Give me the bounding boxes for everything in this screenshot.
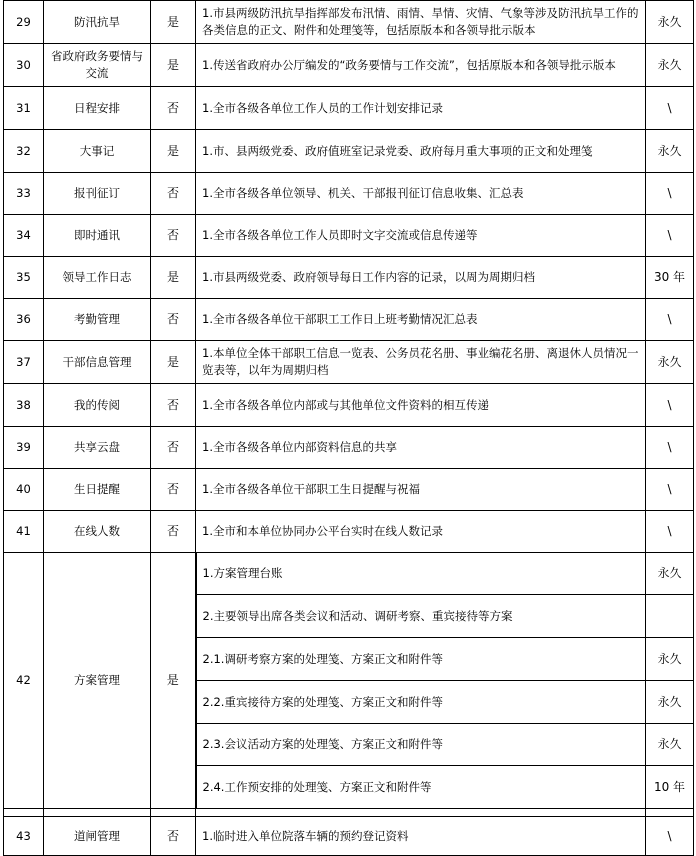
system-name: 方案管理	[44, 553, 151, 809]
system-name: 日程安排	[44, 87, 151, 130]
retention-period: \	[646, 299, 694, 341]
row-number: 39	[4, 427, 44, 469]
archive-flag: 否	[151, 817, 196, 856]
table-row	[4, 173, 694, 215]
retention-period: \	[646, 469, 694, 511]
retention-period: 永久	[646, 681, 694, 724]
retention-period: \	[646, 817, 694, 856]
record-description: 1.全市各级各单位内部或与其他单位文件资料的相互传递	[196, 384, 646, 427]
archive-flag: 是	[151, 1, 196, 44]
system-name: 在线人数	[44, 511, 151, 553]
record-description: 1.全市各级各单位工作人员的工作计划安排记录	[196, 87, 646, 130]
table-row	[4, 341, 694, 384]
record-description: 1.市县两级党委、政府领导每日工作内容的记录，以周为周期归档	[196, 257, 646, 299]
system-name: 道闸管理	[44, 817, 151, 856]
retention-period: \	[646, 384, 694, 427]
row-number: 33	[4, 173, 44, 215]
system-name: 大事记	[44, 130, 151, 173]
retention-period: 永久	[646, 724, 694, 766]
retention-period: \	[646, 173, 694, 215]
retention-period: 永久	[646, 1, 694, 44]
retention-period	[646, 595, 694, 638]
system-name: 我的传阅	[44, 384, 151, 427]
retention-period: \	[646, 427, 694, 469]
record-description: 1.全市各级各单位干部职工生日提醒与祝福	[196, 469, 646, 511]
table-row	[4, 384, 694, 427]
system-name: 即时通讯	[44, 215, 151, 257]
system-name: 共享云盘	[44, 427, 151, 469]
row-number: 35	[4, 257, 44, 299]
archive-flag: 是	[151, 130, 196, 173]
table-row	[4, 257, 694, 299]
row-number: 31	[4, 87, 44, 130]
record-description: 1.全市各级各单位干部职工工作日上班考勤情况汇总表	[196, 299, 646, 341]
record-description: 2.2.重宾接待方案的处理笺、方案正文和附件等	[196, 681, 646, 724]
table-spacer	[4, 809, 694, 817]
record-description: 1.本单位全体干部职工信息一览表、公务员花名册、事业编花名册、离退休人员情况一览表等，以年为周期归档	[196, 341, 646, 384]
record-description: 1.临时进入单位院落车辆的预约登记资料	[196, 817, 646, 856]
row-number: 29	[4, 1, 44, 44]
retention-period: \	[646, 215, 694, 257]
row-number: 42	[4, 553, 44, 809]
record-description: 1.市县两级防汛抗旱指挥部发布汛情、雨情、旱情、灾情、气象等涉及防汛抗旱工作的各类信息的正文、附件和处理笺等，包括原版本和各领导批示版本	[196, 1, 646, 44]
archive-flag: 否	[151, 299, 196, 341]
system-name: 领导工作日志	[44, 257, 151, 299]
record-description: 1.方案管理台账	[196, 553, 646, 595]
record-description: 1.全市各级各单位领导、机关、干部报刊征订信息收集、汇总表	[196, 173, 646, 215]
archive-flag: 否	[151, 173, 196, 215]
system-name: 生日提醒	[44, 469, 151, 511]
retention-period: 永久	[646, 130, 694, 173]
retention-period: 10 年	[646, 766, 694, 809]
system-name: 干部信息管理	[44, 341, 151, 384]
table-row	[4, 553, 694, 595]
record-description: 2.3.会议活动方案的处理笺、方案正文和附件等	[196, 724, 646, 766]
record-description: 1.传送省政府办公厅编发的“政务要情与工作交流”，包括原版本和各领导批示版本	[196, 44, 646, 87]
archive-flag: 是	[151, 44, 196, 87]
retention-period: 永久	[646, 638, 694, 681]
record-description: 1.市、县两级党委、政府值班室记录党委、政府每月重大事项的正文和处理笺	[196, 130, 646, 173]
system-name: 报刊征订	[44, 173, 151, 215]
record-description: 1.全市各级各单位工作人员即时文字交流或信息传递等	[196, 215, 646, 257]
record-description: 2.1.调研考察方案的处理笺、方案正文和附件等	[196, 638, 646, 681]
row-number: 40	[4, 469, 44, 511]
retention-period: 30 年	[646, 257, 694, 299]
table-row	[4, 469, 694, 511]
archive-flag: 否	[151, 215, 196, 257]
record-description: 2.主要领导出席各类会议和活动、调研考察、重宾接待等方案	[196, 595, 646, 638]
record-description: 1.全市各级各单位内部资料信息的共享	[196, 427, 646, 469]
row-number: 34	[4, 215, 44, 257]
retention-period: 永久	[646, 341, 694, 384]
retention-table	[3, 0, 694, 856]
table-row	[4, 215, 694, 257]
table-row	[4, 44, 694, 87]
table-row	[4, 511, 694, 553]
system-name: 考勤管理	[44, 299, 151, 341]
archive-flag: 否	[151, 511, 196, 553]
row-number: 43	[4, 817, 44, 856]
row-number: 37	[4, 341, 44, 384]
archive-flag: 是	[151, 341, 196, 384]
row-number: 41	[4, 511, 44, 553]
archive-flag: 否	[151, 469, 196, 511]
table-row	[4, 427, 694, 469]
retention-period: 永久	[646, 553, 694, 595]
archive-flag: 是	[151, 257, 196, 299]
archive-flag: 否	[151, 427, 196, 469]
retention-period: 永久	[646, 44, 694, 87]
archive-flag: 否	[151, 87, 196, 130]
record-description: 2.4.工作预安排的处理笺、方案正文和附件等	[196, 766, 646, 809]
archive-flag: 是	[151, 553, 196, 809]
archive-flag: 否	[151, 384, 196, 427]
table-row	[4, 299, 694, 341]
row-number: 38	[4, 384, 44, 427]
table-row	[4, 130, 694, 173]
record-description: 1.全市和本单位协同办公平台实时在线人数记录	[196, 511, 646, 553]
table-row	[4, 87, 694, 130]
retention-period: \	[646, 87, 694, 130]
row-number: 30	[4, 44, 44, 87]
table-row	[4, 1, 694, 44]
system-name: 防汛抗旱	[44, 1, 151, 44]
retention-period: \	[646, 511, 694, 553]
system-name: 省政府政务要情与交流	[44, 44, 151, 87]
row-number: 32	[4, 130, 44, 173]
row-number: 36	[4, 299, 44, 341]
